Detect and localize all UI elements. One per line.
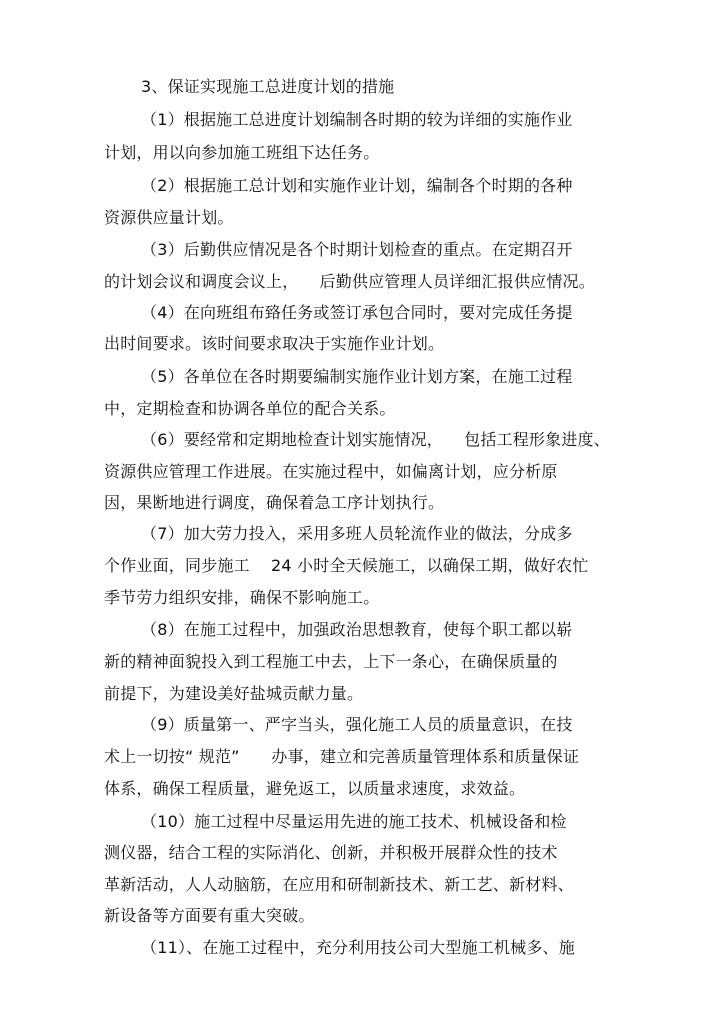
paragraph-line: 个作业面，同步施工 24 小时全天候施工，以确保工期，做好农忙 xyxy=(104,556,589,575)
paragraph-line: （6）要经常和定期地检查计划实施情况， 包括工程形象进度、 xyxy=(141,430,610,449)
paragraph-line: 体系，确保工程质量，避免返工，以质量求速度，求效益。 xyxy=(104,779,526,798)
paragraph-line: 革新活动，人人动脑筋，在应用和研制新技术、新工艺、新材料、 xyxy=(104,875,574,894)
paragraph-line: 出时间要求。该时间要求取决于实施作业计划。 xyxy=(104,334,445,353)
paragraph-line: 新设备等方面要有重大突破。 xyxy=(104,906,315,925)
paragraph-line: 计划，用以向参加施工班组下达任务。 xyxy=(104,143,380,162)
paragraph-line: （2）根据施工总计划和实施作业计划，编制各个时期的各种 xyxy=(141,176,573,195)
paragraph-line: 新的精神面貌投入到工程施工中去，上下一条心，在确保质量的 xyxy=(104,652,558,671)
paragraph-line: 季节劳力组织安排，确保不影响施工。 xyxy=(104,588,380,607)
paragraph-line: （3）后勤供应情况是各个时期计划检查的重点。在定期召开 xyxy=(141,240,573,259)
paragraph-line: 的计划会议和调度会议上， 后勤供应管理人员详细汇报供应情况。 xyxy=(104,272,595,291)
paragraph-line: 因，果断地进行调度，确保着急工序计划执行。 xyxy=(104,493,445,512)
paragraph-line: （4）在向班组布臵任务或签订承包合同时，要对完成任务提 xyxy=(141,303,573,322)
paragraph-line: （5）各单位在各时期要编制实施作业计划方案，在施工过程 xyxy=(141,367,573,386)
section-heading: 3、保证实现施工总进度计划的措施 xyxy=(141,77,395,96)
paragraph-line: 术上一切按“ 规范” 办事，建立和完善质量管理体系和质量保证 xyxy=(104,747,580,766)
paragraph-line: （8）在施工过程中，加强政治思想教育，使每个职工都以崭 xyxy=(141,620,573,639)
paragraph-line: （10）施工过程中尽量运用先进的施工技术、机械设备和检 xyxy=(141,812,567,831)
paragraph-line: （11）、在施工过程中，充分利用技公司大型施工机械多、施 xyxy=(141,938,575,957)
paragraph-line: 资源供应管理工作进展。在实施过程中，如偏离计划，应分析原 xyxy=(104,462,558,481)
paragraph-line: 资源供应量计划。 xyxy=(104,208,234,227)
paragraph-line: 中，定期检查和协调各单位的配合关系。 xyxy=(104,399,396,418)
paragraph-line: （1）根据施工总进度计划编制各时期的较为详细的实施作业 xyxy=(141,110,573,129)
paragraph-line: 测仪器，结合工程的实际消化、创新，并积极开展群众性的技术 xyxy=(104,843,558,862)
paragraph-line: （7）加大劳力投入，采用多班人员轮流作业的做法，分成多 xyxy=(141,524,573,543)
paragraph-line: （9）质量第一、严字当头，强化施工人员的质量意识，在技 xyxy=(141,715,573,734)
paragraph-line: 前提下，为建设美好盐城贡献力量。 xyxy=(104,684,364,703)
